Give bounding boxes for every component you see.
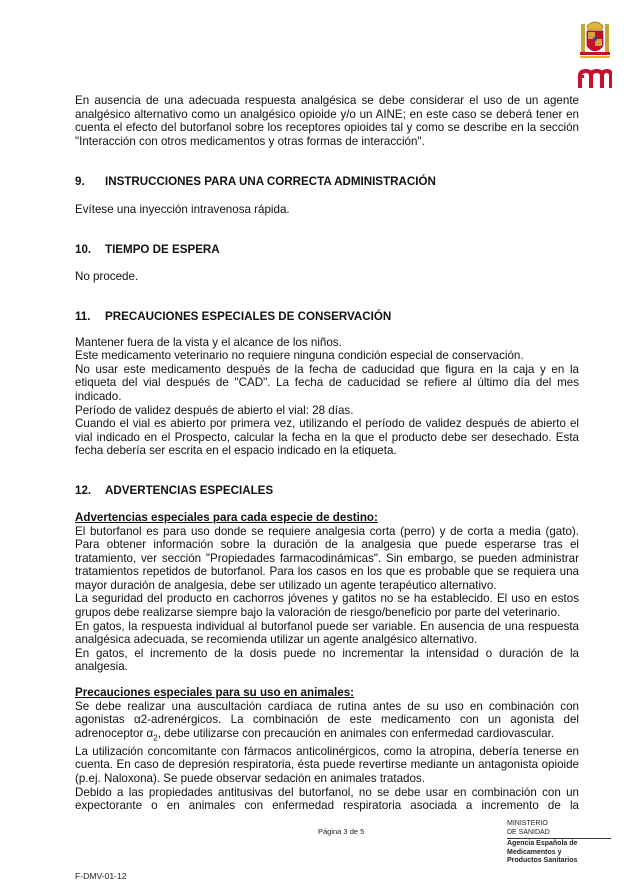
section-10-heading [75, 243, 579, 257]
section-number: 10. [75, 242, 92, 256]
animal-precautions-subheading: Precauciones especiales para su uso en animales: [75, 686, 355, 700]
animal-precaution-paragraph [75, 700, 579, 745]
aemps-logo [578, 68, 612, 90]
section-10-body: No procede. [75, 269, 139, 283]
section-title: ADVERTENCIAS ESPECIALES [105, 483, 274, 497]
agency-name-line: Productos Sanitarios [507, 857, 578, 865]
storage-line: Este medicamento veterinario no requiere ninguna condición especial de conservación. [75, 349, 524, 363]
species-warning-paragraph: En gatos, el incremento de la dosis puede no incrementar la intensidad o duración de la analgesia. [75, 646, 579, 674]
intro-paragraph: En ausencia de una adecuada respuesta analgésica se debe considerar el uso de un agente analgésico alternativo como un analgésico opioide y/o un AINE; en este caso se deberá tener en cuenta el efecto del butorfanol sobre los receptores opioides tal y como se describe en la sección "Interacción con otros medicamentos y otras formas de interacción". [75, 94, 579, 148]
section-9-body: Evítese una inyección intravenosa rápida. [75, 203, 290, 217]
storage-line: Período de validez después de abierto el vial: 28 días. [75, 403, 354, 417]
section-title: TIEMPO DE ESPERA [105, 242, 220, 256]
text-span: , debe utilizarse con precaución en animales con enfermedad cardiovascular. [157, 726, 555, 740]
section-number: 12. [75, 483, 92, 497]
agency-name-line: Agencia Española de [507, 840, 578, 848]
section-9-heading [75, 175, 579, 189]
storage-line: No usar este medicamento después de la fecha de caducidad que figura en la caja y en la etiqueta del vial después de "CAD". La fecha de caducidad se refiere al último día del mes indicado. [75, 362, 579, 403]
section-number: 11. [75, 309, 91, 323]
section-12-heading [75, 484, 579, 498]
subscript: 2 [153, 733, 158, 743]
form-code: F-DMV-01-12 [75, 871, 127, 881]
storage-line: Cuando el vial es abierto por primera vez, utilizando el período de validez después de abierto el vial indicado en el Prospecto, calcular la fecha en la que el producto debe ser desechado. Esta fecha debería ser escrita en el espacio indicado en la etiqueta. [75, 417, 579, 458]
section-11-heading [75, 310, 579, 324]
section-title: PRECAUCIONES ESPECIALES DE CONSERVACIÓN [105, 309, 392, 323]
coat-of-arms-logo [578, 16, 612, 62]
document-body [75, 94, 579, 813]
ministry-name-line: MINISTERIO [507, 820, 548, 827]
text-span: Se debe realizar una auscultación cardíaca de rutina antes de su uso en combinación con agonistas α2-adrenérgicos. La combinación de este medicamento con un agonista del adrenoceptor α [75, 699, 579, 740]
animal-precaution-paragraph: Debido a las propiedades antitusivas del butorfanol, no se debe usar en combinación con un expectorante o en animales con enfermedad respiratoria asociada a incremento de la [75, 785, 579, 813]
ministry-footer-block [507, 820, 611, 866]
page-number: Página 3 de 5 [318, 827, 365, 836]
animal-precaution-paragraph: La utilización concomitante con fármacos anticolinérgicos, como la atropina, debería tenerse en cuenta. En caso de depresión respiratoria, ésta puede revertirse mediante un antagonista opioide (p.ej. Naloxona). Se puede observar sedación en animales tratados. [75, 744, 579, 785]
species-warning-paragraph: La seguridad del producto en cachorros jóvenes y gatitos no se ha establecido. El uso en estos grupos debe realizarse siempre bajo la valoración de riesgo/beneficio por parte del veterinario. [75, 592, 579, 620]
species-warnings-subheading: Advertencias especiales para cada especie de destino: [75, 510, 378, 524]
storage-line: Mantener fuera de la vista y el alcance de los niños. [75, 335, 342, 349]
section-title: INSTRUCCIONES PARA UNA CORRECTA ADMINISTRACIÓN [105, 175, 436, 189]
species-warning-paragraph: El butorfanol es para uso donde se requiere analgesia corta (perro) y de corta a media (gato). Para obtener información sobre la duración de la analgesia que puede esperarse tras el tratamiento, ver sección "Propiedades farmacodinámicas". Sin embargo, se pueden administrar tratamientos repetidos de butorfanol. Para los casos en los que es probable que se requiera una mayor duración de analgesia, debe ser utilizado un agente terapéutico alternativo. [75, 524, 579, 592]
agency-name-line: Medicamentos y [507, 848, 562, 856]
section-number: 9. [75, 175, 85, 189]
ministry-name-line: DE SANIDAD [507, 828, 550, 836]
divider [507, 838, 611, 839]
species-warning-paragraph: En gatos, la respuesta individual al butorfanol puede ser variable. En ausencia de una respuesta analgésica adecuada, se recomienda utilizar un agente analgésico alternativo. [75, 619, 579, 647]
